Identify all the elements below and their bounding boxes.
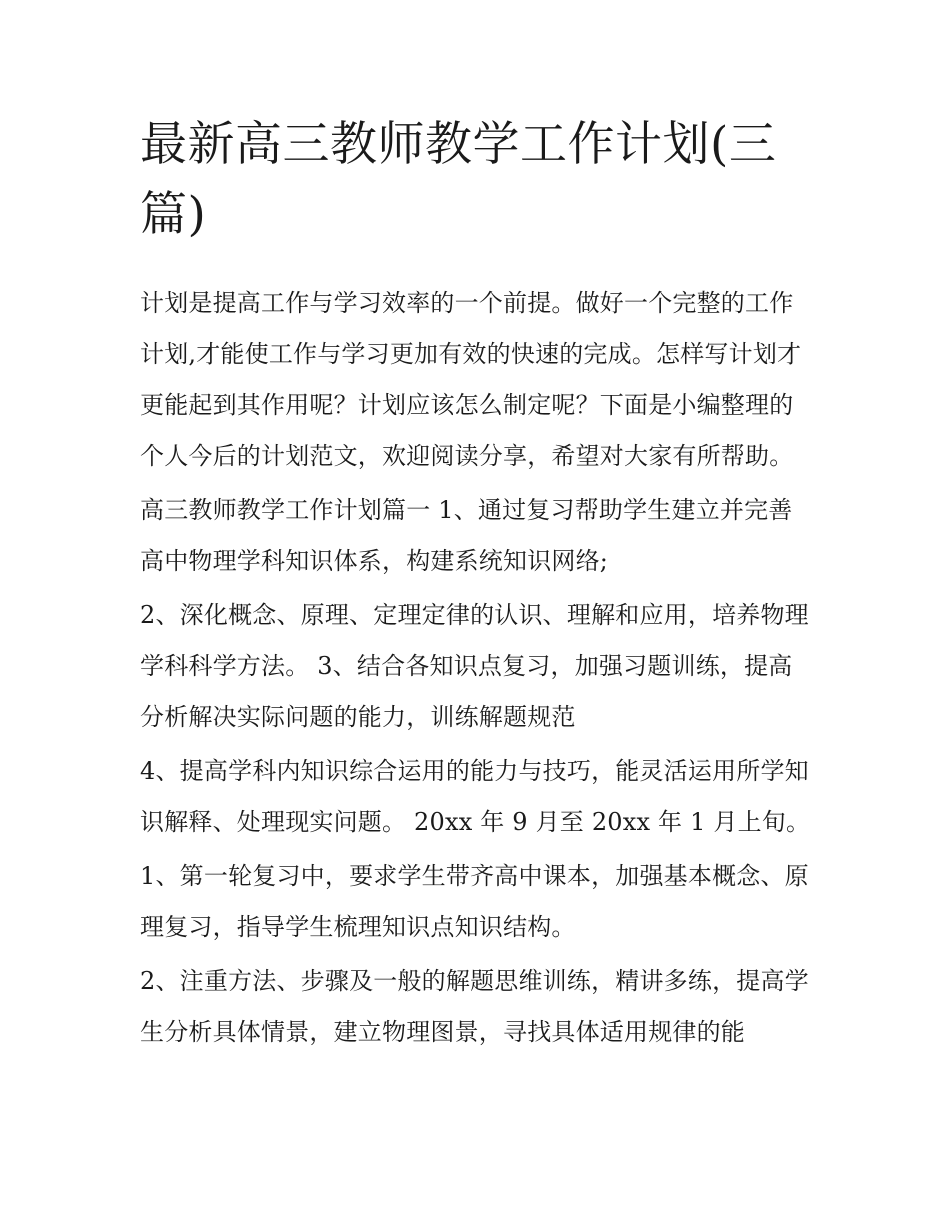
document-title: 最新高三教师教学工作计划(三篇): [140, 117, 777, 242]
paragraph-plan-1: 高三教师教学工作计划篇一 1、通过复习帮助学生建立并完善高中物理学科知识体系，构建系统知识网络;: [140, 496, 793, 575]
paragraph-plan-2-3: 2、深化概念、原理、定理定律的认识、理解和应用，培养物理学科科学方法。 3、结合各知识点复习，加强习题训练，提高分析解决实际问题的能力，训练解题规范: [140, 601, 809, 731]
paragraph-review-2: 2、注重方法、步骤及一般的解题思维训练，精讲多练，提高学生分析具体情景，建立物理图景，寻找具体适用规律的能: [140, 967, 809, 1046]
paragraph-review-1: 1、第一轮复习中，要求学生带齐高中课本，加强基本概念、原理复习，指导学生梳理知识点知识结构。: [140, 862, 809, 941]
paragraph-intro: 计划是提高工作与学习效率的一个前提。做好一个完整的工作计划,才能使工作与学习更加有效的快速的完成。怎样写计划才更能起到其作用呢？计划应该怎么制定呢？下面是小编整理的个人今后的计划范文，欢迎阅读分享，希望对大家有所帮助。: [140, 289, 802, 470]
paragraph-plan-4: 4、提高学科内知识综合运用的能力与技巧，能灵活运用所学知识解释、处理现实问题。 20xx 年 9 月至 20xx 年 1 月上旬。: [140, 757, 811, 836]
document-body: [140, 110, 815, 1061]
